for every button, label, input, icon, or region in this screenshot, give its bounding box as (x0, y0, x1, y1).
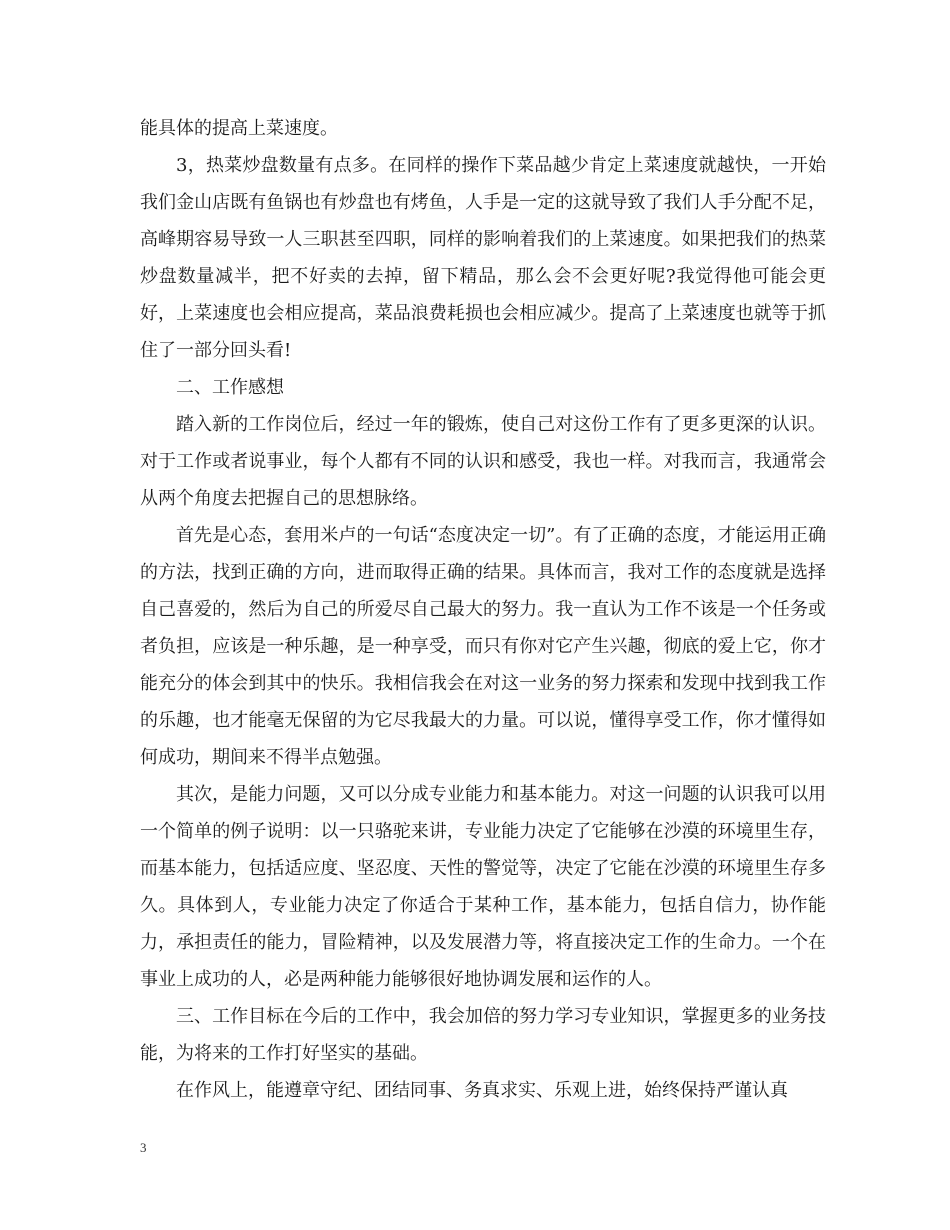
paragraph-work-style: 在作风上，能遵章守纪、团结同事、务真求实、乐观上进，始终保持严谨认真 (176, 1080, 788, 1101)
paragraph-continuation: 能具体的提高上菜速度。 (140, 118, 338, 139)
paragraph-item-3: 3，热菜炒盘数量有点多。在同样的操作下菜品越少肯定上菜速度就越快，一开始我们金山店既有鱼锅也有炒盘也有烤鱼，人手是一定的这就导致了我们人手分配不足，高峰期容易导致一人三职甚至四职，同样的影响着我们的上菜速度。如果把我们的热菜炒盘数量减半，把不好卖的去掉，留下精品，那么会不会更好呢?我觉得他可能会更好，上菜速度也会相应提高，菜品浪费耗损也会相应减少。提高了上菜速度也就等于抓住了一部分回头看! (140, 155, 826, 361)
paragraph-ability: 其次，是能力问题，又可以分成专业能力和基本能力。对这一问题的认识我可以用一个简单的例子说明：以一只骆驼来讲，专业能力决定了它能够在沙漠的环境里生存，而基本能力，包括适应度、坚忍度、天性的警觉等，决定了它能在沙漠的环境里生存多久。具体到人，专业能力决定了你适合于某种工作，基本能力，包括自信力，协作能力，承担责任的能力，冒险精神，以及发展潜力等，将直接决定工作的生命力。一个在事业上成功的人，必是两种能力能够很好地协调发展和运作的人。 (140, 784, 826, 990)
section-heading-work-goals: 三、工作目标在今后的工作中，我会加倍的努力学习专业知识，掌握更多的业务技能，为将来的工作打好坚实的基础。 (140, 1006, 826, 1064)
section-heading-work-reflections: 二、工作感想 (176, 377, 284, 398)
paragraph-new-position: 踏入新的工作岗位后，经过一年的锻炼，使自己对这份工作有了更多更深的认识。对于工作或者说事业，每个人都有不同的认识和感受，我也一样。对我而言，我通常会从两个角度去把握自己的思想脉络。 (140, 414, 826, 509)
paragraph-attitude: 首先是心态，套用米卢的一句话“态度决定一切”。有了正确的态度，才能运用正确的方法，找到正确的方向，进而取得正确的结果。具体而言，我对工作的态度就是选择自己喜爱的，然后为自己的所爱尽自己最大的努力。我一直认为工作不该是一个任务或者负担，应该是一种乐趣，是一种享受，而只有你对它产生兴趣，彻底的爱上它，你才能充分的体会到其中的快乐。我相信我会在对这一业务的努力探索和发现中找到我工作的乐趣，也才能毫无保留的为它尽我最大的力量。可以说，懂得享受工作，你才懂得如何成功，期间来不得半点勉强。 (140, 525, 826, 768)
page-number: 3 (140, 1140, 147, 1155)
document-body (140, 110, 826, 1109)
